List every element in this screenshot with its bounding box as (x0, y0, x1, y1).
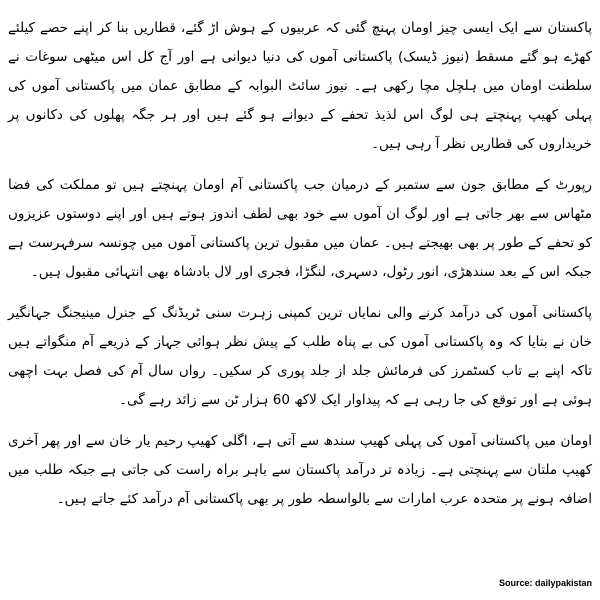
source-credit: Source: dailypakistan (498, 578, 592, 588)
article-paragraph-4: اومان میں پاکستانی آموں کی پہلی کھیپ سندھ سے آتی ہے، اگلی کھیپ رحیم یار خان سے اور پھر آخری کھیپ ملتان سے پہنچتی ہے۔ زیادہ تر درآمد پاکستان سے باہر براہ راست کی جاتی ہے جبکہ طلب میں اضافہ ہونے پر متحدہ عرب امارات سے بالواسطہ طور پر بھی پاکستانی آم درآمد کئے جاتے ہیں۔ (8, 433, 592, 507)
article-paragraph-3: پاکستانی آموں کی درآمد کرنے والی نمایاں ترین کمپنی زہرت سنی ٹریڈنگ کے جنرل مینیجنگ جہانگیر خان نے بتایا کہ وہ پاکستانی آموں کی بے پناہ طلب کے پیش نظر ہوائی جہاز کے ذریعے آم منگواتے ہیں تاکہ اپنے بے تاب کسٹمرز کی فرمائش جلد از جلد پوری کر سکیں۔ رواں سال آم کی فصل بہت اچھی ہوئی ہے اور توقع کی جا رہی ہے کہ پیداوار ایک لاکھ 60 ہزار ٹن سے زائد رہے گی۔ (8, 305, 592, 408)
article-body (8, 14, 592, 526)
article-paragraph-1: پاکستان سے ایک ایسی چیز اومان پہنچ گئی کہ عربیوں کے ہوش اڑ گئے، قطاریں بنا کر اپنے حصے کیلئے کھڑے ہو گئے مسقط (نیوز ڈیسک) پاکستانی آموں کی دنیا دیوانی ہے اور آج کل اس میٹھی سوغات نے سلطنت اومان میں ہلچل مچا رکھی ہے۔ نیوز سائٹ البوابہ کے مطابق عمان میں پاکستانی آموں کی پہلی کھیپ پہنچتے ہی لوگ اس لذیذ تحفے کے دیوانے ہو گئے ہیں اور ہر جگہ پھلوں کی دکانوں پر خریداروں کی قطاریں نظر آ رہی ہیں۔ (8, 20, 592, 152)
article-paragraph-2: رپورٹ کے مطابق جون سے ستمبر کے درمیان جب پاکستانی آم اومان پہنچتے ہیں تو مملکت کی فضا مٹھاس سے بھر جاتی ہے اور لوگ ان آموں سے خود بھی لطف اندوز ہوتے ہیں اور اپنے دوستوں عزیزوں کو تحفے کے طور پر بھی بھیجتے ہیں۔ عمان میں مقبول ترین پاکستانی آموں میں چونسہ سرفہرست ہے جبکہ اس کے بعد سندھڑی، انور رٹول، دسہری، لنگڑا، فجری اور لال بادشاہ بھی انتہائی مقبول ہیں۔ (8, 177, 592, 280)
